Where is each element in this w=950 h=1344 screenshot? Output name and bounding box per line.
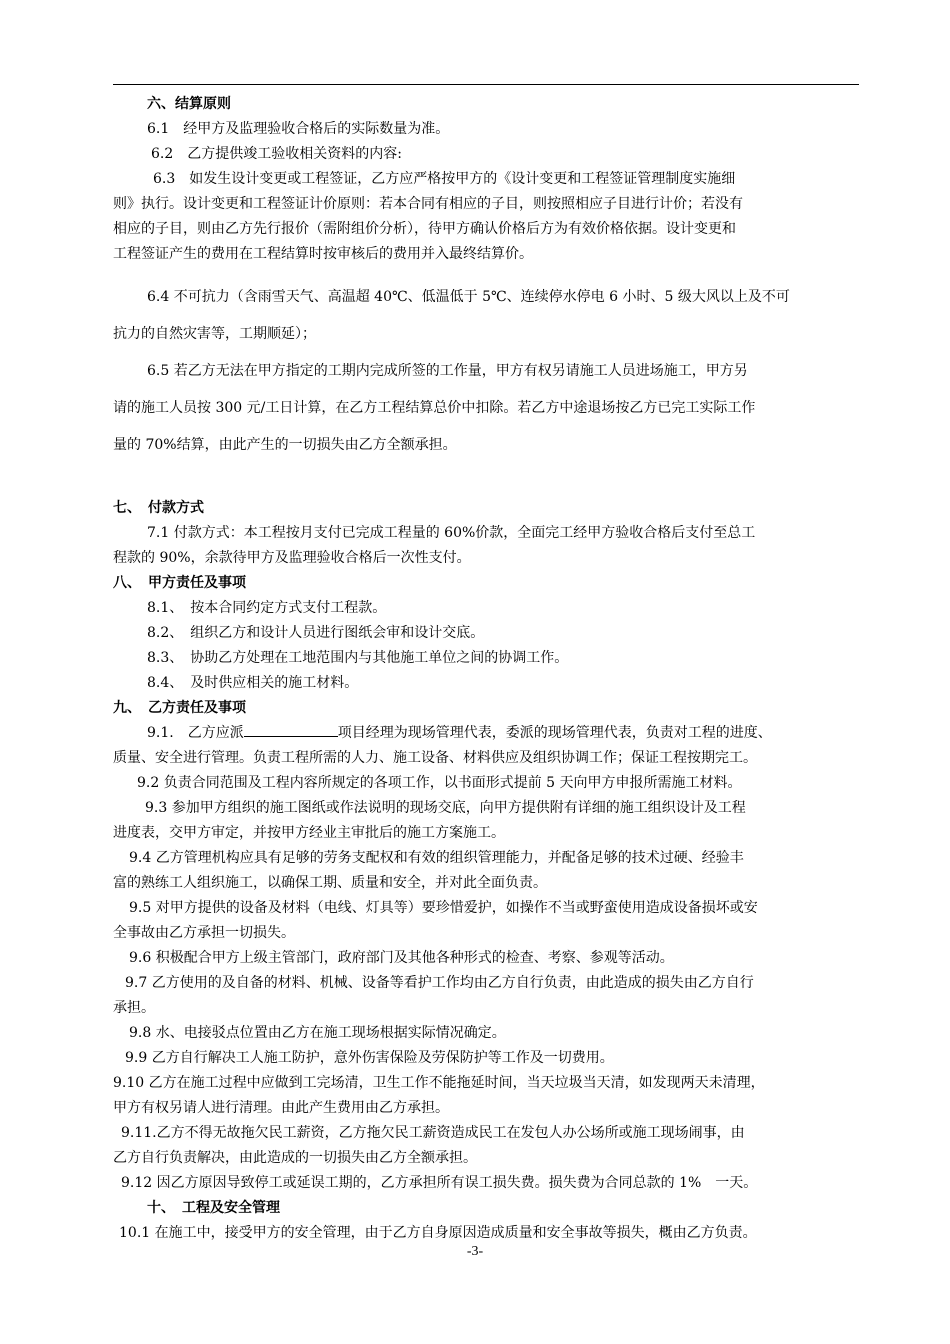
- page-number: -3-: [466, 1244, 484, 1259]
- clause-9-9: 9.9 乙方自行解决工人施工防护，意外伤害保险及劳保防护等工作及一切费用。: [125, 1050, 614, 1066]
- clause-8-2: 8.2、 组织乙方和设计人员进行图纸会审和设计交底。: [147, 625, 485, 641]
- clause-6-5-line-2: 请的施工人员按 300 元/工日计算，在乙方工程结算总价中扣除。若乙方中途退场按乙方已完工实际工作: [113, 400, 756, 416]
- clause-9-8: 9.8 水、电接驳点位置由乙方在施工现场根据实际情况确定。: [129, 1025, 506, 1041]
- clause-8-1: 8.1、 按本合同约定方式支付工程款。: [147, 600, 387, 616]
- clause-9-7-line-2: 承担。: [113, 1000, 155, 1016]
- document-body: [113, 92, 859, 1246]
- clause-7-1-line-2: 程款的 90%，余款待甲方及监理验收合格后一次性支付。: [113, 550, 471, 566]
- section-6-heading: 六、结算原则: [147, 96, 231, 112]
- clause-6-3-line-4: 工程签证产生的费用在工程结算时按审核后的费用并入最终结算价。: [113, 246, 533, 262]
- clause-6-3-line-2: 则》执行。设计变更和工程签证计价原则：若本合同有相应的子目，则按照相应子目进行计价；若没有: [113, 196, 743, 212]
- section-7-heading: 七、 付款方式: [113, 500, 204, 516]
- header-rule: [113, 84, 859, 85]
- clause-9-4-line-2: 富的熟练工人组织施工，以确保工期、质量和安全，并对此全面负责。: [113, 875, 547, 891]
- clause-9-1-line-1: [113, 721, 859, 746]
- clause-9-12: 9.12 因乙方原因导致停工或延误工期的，乙方承担所有误工损失费。损失费为合同总款的 1% 一天。: [121, 1175, 758, 1191]
- clause-6-3-line-3: 相应的子目，则由乙方先行报价（需附组价分析），待甲方确认价格后方为有效价格依据。设计变更和: [113, 221, 736, 237]
- clause-6-4-line-1: 6.4 不可抗力（含雨雪天气、高温超 40℃、低温低于 5℃、连续停水停电 6 小时、5 级大风以上及不可: [147, 289, 790, 305]
- clause-6-5-line-1: 6.5 若乙方无法在甲方指定的工期内完成所签的工作量，甲方有权另请施工人员进场施工，甲方另: [147, 363, 748, 379]
- clause-9-3-line-1: 9.3 参加甲方组织的施工图纸或作法说明的现场交底，向甲方提供附有详细的施工组织设计及工程: [145, 800, 746, 816]
- clause-6-3-line-1: 6.3 如发生设计变更或工程签证，乙方应严格按甲方的《设计变更和工程签证管理制度实施细: [153, 171, 736, 187]
- clause-8-3: 8.3、 协助乙方处理在工地范围内与其他施工单位之间的协调工作。: [147, 650, 569, 666]
- clause-7-1-line-1: 7.1 付款方式：本工程按月支付已完成工程量的 60%价款，全面完工经甲方验收合格后支付至总工: [147, 525, 756, 541]
- manager-name-blank: [244, 721, 338, 737]
- clause-9-2: 9.2 负责合同范围及工程内容所规定的各项工作，以书面形式提前 5 天向甲方申报所需施工材料。: [137, 775, 742, 791]
- clause-9-5-line-1: 9.5 对甲方提供的设备及材料（电线、灯具等）要珍惜爱护，如操作不当或野蛮使用造成设备损坏或安: [129, 900, 758, 916]
- clause-9-7-line-1: 9.7 乙方使用的及自备的材料、机械、设备等看护工作均由乙方自行负责，由此造成的损失由乙方自行: [125, 975, 754, 991]
- clause-6-1: 6.1 经甲方及监理验收合格后的实际数量为准。: [147, 121, 450, 137]
- section-8-heading: 八、 甲方责任及事项: [113, 575, 246, 591]
- clause-9-11-line-1: 9.11.乙方不得无故拖欠民工薪资，乙方拖欠民工薪资造成民工在发包人办公场所或施工现场闹事，由: [121, 1125, 745, 1141]
- clause-9-5-line-2: 全事故由乙方承担一切损失。: [113, 925, 295, 941]
- clause-9-1-prefix: 9.1. 乙方应派: [147, 725, 244, 741]
- clause-9-10-line-2: 甲方有权另请人进行清理。由此产生费用由乙方承担。: [113, 1100, 449, 1116]
- clause-6-2: 6.2 乙方提供竣工验收相关资料的内容:: [151, 146, 402, 162]
- clause-9-1-suffix: 项目经理为现场管理代表，委派的现场管理代表，负责对工程的进度、: [337, 725, 772, 741]
- section-10-heading: 十、 工程及安全管理: [147, 1200, 280, 1216]
- clause-6-4-line-2: 抗力的自然灾害等，工期顺延）；: [113, 326, 316, 342]
- section-9-heading: 九、 乙方责任及事项: [113, 700, 246, 716]
- clause-9-1-line-2: 质量、安全进行管理。负责工程所需的人力、施工设备、材料供应及组织协调工作；保证工程按期完工。: [113, 750, 757, 766]
- clause-8-4: 8.4、 及时供应相关的施工材料。: [147, 675, 359, 691]
- clause-9-11-line-2: 乙方自行负责解决，由此造成的一切损失由乙方全额承担。: [113, 1150, 477, 1166]
- clause-10-1: 10.1 在施工中，接受甲方的安全管理，由于乙方自身原因造成质量和安全事故等损失，概由乙方负责。: [119, 1225, 757, 1241]
- clause-9-6: 9.6 积极配合甲方上级主管部门，政府部门及其他各种形式的检查、考察、参观等活动。: [129, 950, 674, 966]
- clause-6-5-line-3: 量的 70%结算，由此产生的一切损失由乙方全额承担。: [113, 437, 457, 453]
- clause-9-4-line-1: 9.4 乙方管理机构应具有足够的劳务支配权和有效的组织管理能力，并配备足够的技术过硬、经验丰: [129, 850, 744, 866]
- clause-9-3-line-2: 进度表，交甲方审定，并按甲方经业主审批后的施工方案施工。: [113, 825, 505, 841]
- clause-9-10-line-1: 9.10 乙方在施工过程中应做到工完场清，卫生工作不能拖延时间，当天垃圾当天清，如发现两天未清理，: [113, 1075, 765, 1091]
